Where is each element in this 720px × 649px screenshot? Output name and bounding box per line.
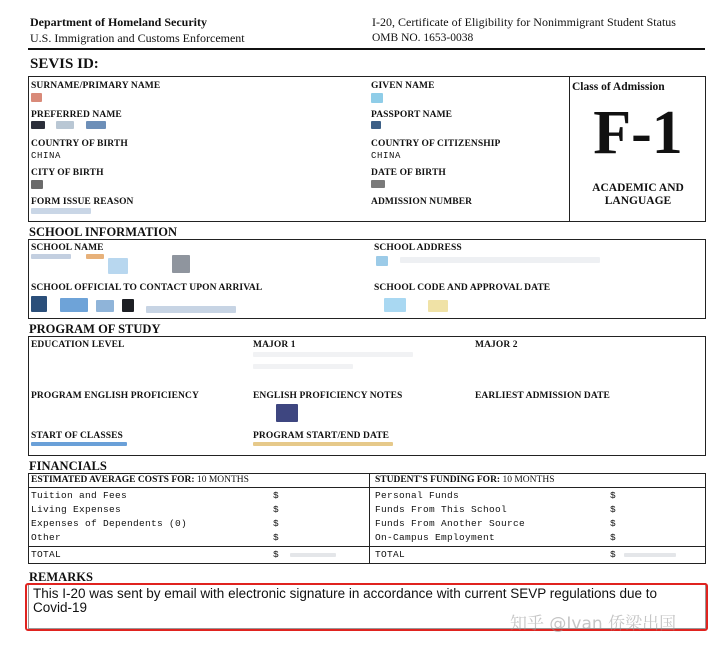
given-name-redacted [371,93,383,103]
program-title: PROGRAM OF STUDY [29,322,161,336]
watermark: 知乎 @Ivan 侨梁出国 [510,614,677,634]
costs-header [31,475,249,485]
dob-redacted [371,180,385,188]
funding-currency-3: $ [610,518,617,529]
official-redacted-1 [31,296,47,312]
education-level-label: EDUCATION LEVEL [31,340,125,350]
school-code-redacted-2 [428,300,448,312]
surname-redacted [31,93,42,102]
funding-row-personal: Personal Funds [375,490,460,501]
cost-currency-4: $ [273,532,280,543]
school-name-redacted-1 [31,254,71,259]
cost-total-redacted [290,553,336,557]
school-name-redacted-4 [172,255,190,273]
funding-total-currency: $ [610,549,617,560]
given-name-label: GIVEN NAME [371,81,435,91]
school-name-label: SCHOOL NAME [31,243,104,253]
cost-row-living: Living Expenses [31,504,122,515]
funding-total-label: TOTAL [375,549,406,560]
class-description-line1: ACADEMIC AND [592,182,684,194]
class-description-line2: LANGUAGE [604,195,672,207]
passport-name-label: PASSPORT NAME [371,110,453,120]
class-of-admission-code: F-1 [593,99,683,167]
school-name-redacted-3 [108,258,128,274]
school-info-title: SCHOOL INFORMATION [29,225,178,239]
financials-header-rule [28,487,706,488]
english-notes-redacted [276,404,298,422]
major1-label: MAJOR 1 [253,340,296,350]
start-end-redacted [253,442,393,446]
class-of-admission-label: Class of Admission [572,81,665,93]
country-of-birth-value: CHINA [31,151,62,161]
form-title: I-20, Certificate of Eligibility for Nonimmigrant Student Status [372,15,676,29]
city-of-birth-label: CITY OF BIRTH [31,168,104,178]
major2-label: MAJOR 2 [475,340,518,350]
funding-currency-2: $ [610,504,617,515]
official-redacted-3 [96,300,114,312]
costs-period: 10 MONTHS [196,475,249,485]
school-code-label: SCHOOL CODE AND APPROVAL DATE [374,283,551,293]
english-proficiency-label: PROGRAM ENGLISH PROFICIENCY [31,391,199,401]
preferred-redacted-1 [31,121,45,129]
funding-row-campus: On-Campus Employment [375,532,496,543]
official-redacted-4 [122,299,134,312]
funding-row-another: Funds From Another Source [375,518,526,529]
admission-number-label: ADMISSION NUMBER [371,197,473,207]
official-redacted-5 [146,306,236,313]
remarks-text: This I-20 was sent by email with electronic signature in accordance with current SEVP regulations due to Covid-19 [33,586,658,615]
preferred-redacted-3 [86,121,106,129]
earliest-admission-label: EARLIEST ADMISSION DATE [475,391,610,401]
omb-number: OMB NO. 1653-0038 [372,32,474,44]
header-divider [28,48,705,50]
school-address-label: SCHOOL ADDRESS [374,243,462,253]
official-redacted-2 [60,298,88,312]
major1-redacted-1 [253,352,413,357]
agency-name: Department of Homeland Security [30,15,207,29]
cost-row-dependents: Expenses of Dependents (0) [31,518,188,529]
form-issue-reason-label: FORM ISSUE REASON [31,197,134,207]
preferred-redacted-2 [56,121,74,129]
funding-currency-1: $ [610,490,617,501]
funding-row-school: Funds From This School [375,504,508,515]
country-of-citizenship-label: COUNTRY OF CITIZENSHIP [371,139,501,149]
funding-period: 10 MONTHS [502,475,555,485]
surname-label: SURNAME/PRIMARY NAME [31,81,161,91]
school-name-redacted-2 [86,254,104,259]
cost-currency-3: $ [273,518,280,529]
financials-total-rule [28,546,706,547]
cost-row-tuition: Tuition and Fees [31,490,128,501]
remarks-title: REMARKS [29,570,93,584]
funding-currency-4: $ [610,532,617,543]
subagency-name: U.S. Immigration and Customs Enforcement [30,31,245,45]
cost-row-other: Other [31,532,62,543]
cost-total-currency: $ [273,549,280,560]
sevis-id-label: SEVIS ID: [30,56,99,72]
major1-redacted-2 [253,364,353,369]
financials-title: FINANCIALS [29,459,107,473]
cost-currency-2: $ [273,504,280,515]
english-notes-label: ENGLISH PROFICIENCY NOTES [253,391,403,401]
funding-label: STUDENT'S FUNDING FOR: [375,475,501,485]
cost-total-label: TOTAL [31,549,62,560]
program-start-end-label: PROGRAM START/END DATE [253,431,390,441]
issue-reason-redacted [31,208,91,214]
funding-total-redacted [624,553,676,557]
start-redacted [31,442,127,446]
country-of-birth-label: COUNTRY OF BIRTH [31,139,128,149]
school-official-label: SCHOOL OFFICIAL TO CONTACT UPON ARRIVAL [31,283,263,293]
cost-currency-1: $ [273,490,280,501]
school-address-redacted-2 [400,257,600,263]
city-redacted [31,180,43,189]
country-of-citizenship-value: CHINA [371,151,402,161]
school-code-redacted-1 [384,298,406,312]
costs-label: ESTIMATED AVERAGE COSTS FOR: [31,475,195,485]
start-of-classes-label: START OF CLASSES [31,431,123,441]
passport-redacted [371,121,381,129]
school-address-redacted-1 [376,256,388,266]
funding-header [375,475,554,485]
preferred-name-label: PREFERRED NAME [31,110,122,120]
date-of-birth-label: DATE OF BIRTH [371,168,446,178]
